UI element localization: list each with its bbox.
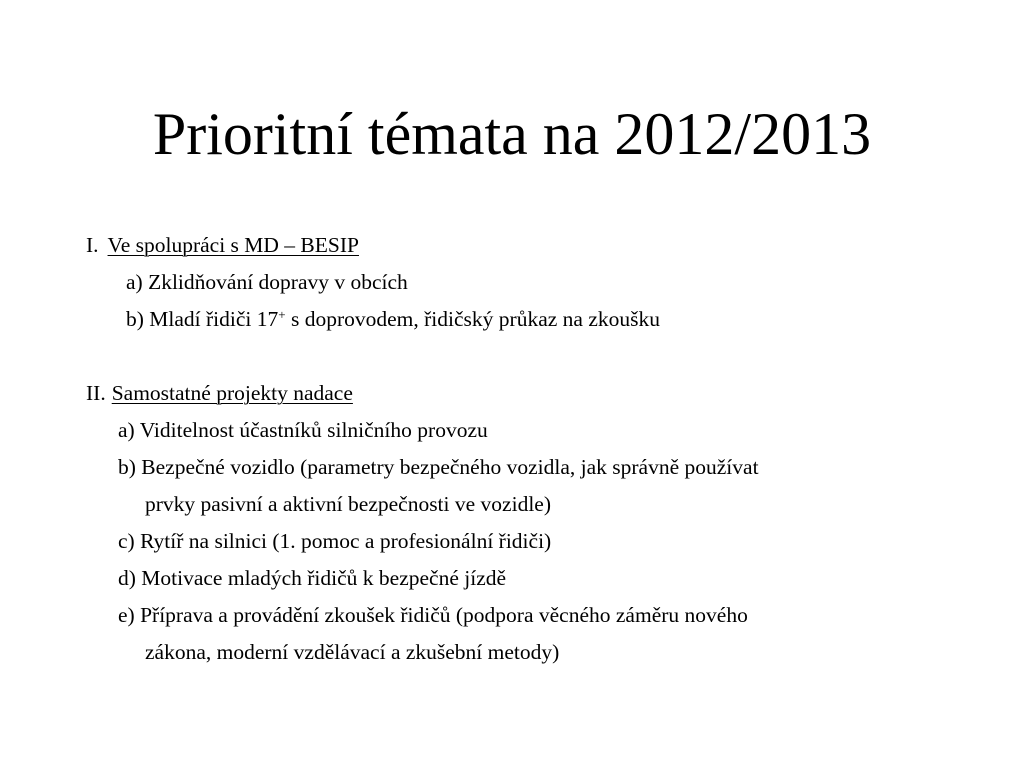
section-2-heading-line xyxy=(86,380,353,406)
section-2-item-c: c) Rytíř na silnici (1. pomoc a profesionální řidiči) xyxy=(118,529,552,553)
section-1-item-a: a) Zklidňování dopravy v obcích xyxy=(126,270,408,294)
section-2-item-e: e) Příprava a provádění zkoušek řidičů (podpora věcného záměru nového xyxy=(118,603,748,627)
section-2-item-d: d) Motivace mladých řidičů k bezpečné jízdě xyxy=(118,566,507,590)
slide-title: Prioritní témata na 2012/2013 xyxy=(152,101,872,167)
section-2-item-a: a) Viditelnost účastníků silničního provozu xyxy=(118,418,488,442)
section-1-heading: Ve spolupráci s MD – BESIP xyxy=(107,233,359,257)
section-2-number: II. xyxy=(86,381,106,405)
section-2-heading: Samostatné projekty nadace xyxy=(111,381,353,405)
section-1-item-b-sup: + xyxy=(278,307,286,322)
section-1-number: I. xyxy=(86,233,99,257)
section-2-item-b: b) Bezpečné vozidlo (parametry bezpečného vozidla, jak správně používat xyxy=(118,455,759,479)
section-1-item-b xyxy=(126,306,660,332)
section-1-heading-line xyxy=(86,232,359,258)
section-1-item-b-rest: s doprovodem, řidičský průkaz na zkoušku xyxy=(285,307,660,331)
section-1-item-b-text: b) Mladí řidiči 17 xyxy=(126,307,279,331)
section-2-item-b-continued: prvky pasivní a aktivní bezpečnosti ve vozidle) xyxy=(145,492,551,516)
section-2-item-e-continued: zákona, moderní vzdělávací a zkušební metody) xyxy=(145,640,560,664)
